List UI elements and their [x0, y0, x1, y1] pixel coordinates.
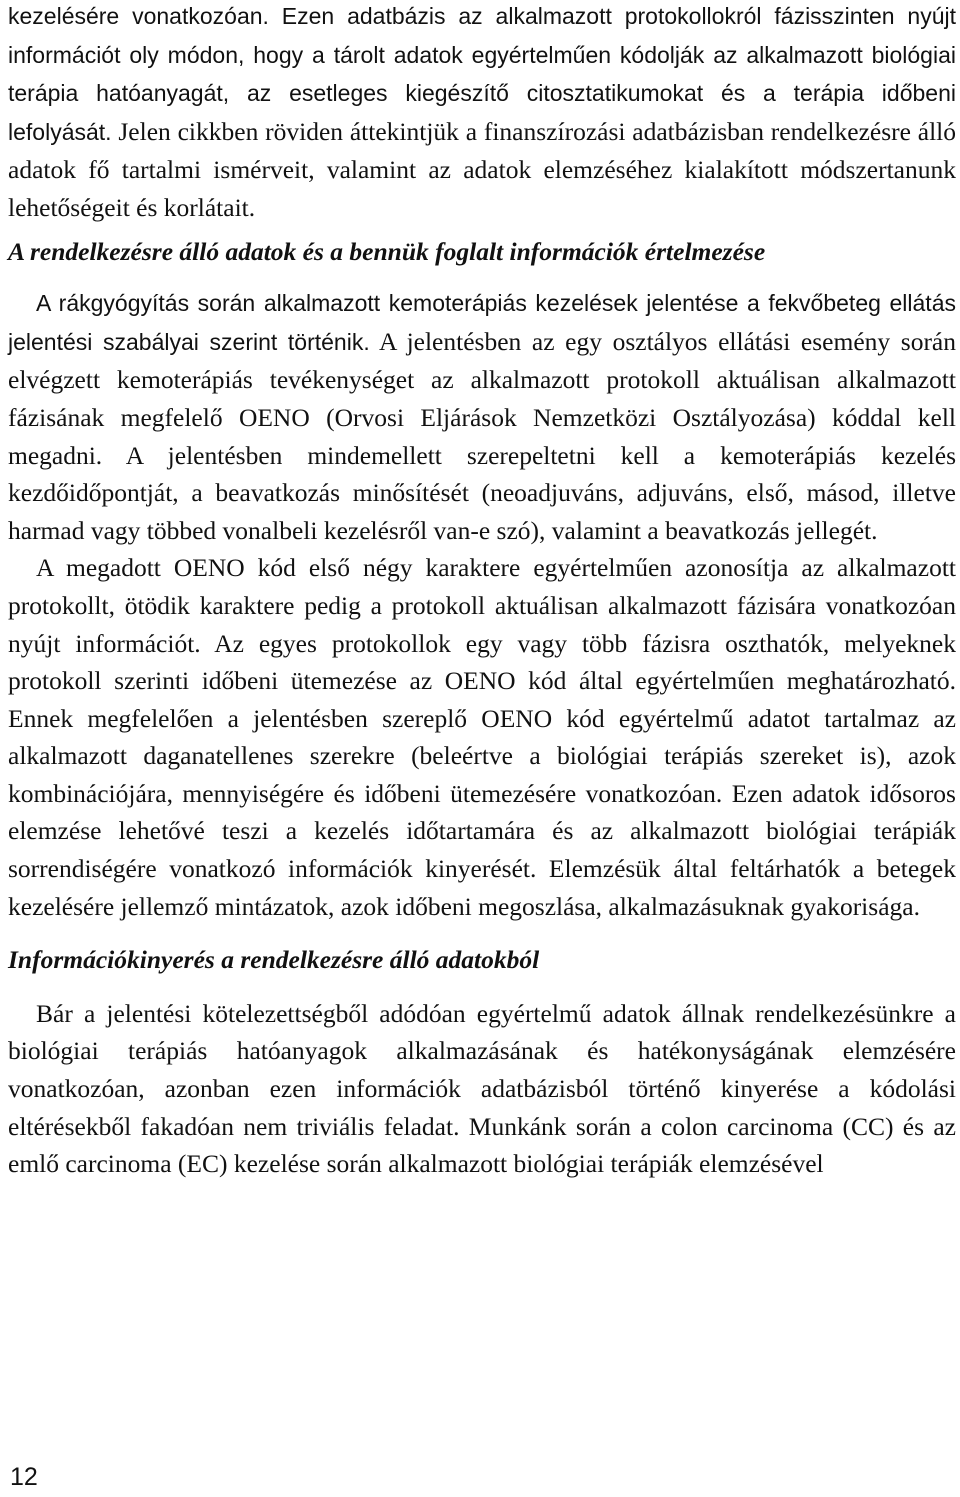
paragraph-chemotherapy-reporting-part-serif: A jelentésben az egy osztályos ellátási esemény során elvégzett kemoterápiás tevékenységet az alkalmazott protokoll aktuálisan alkalmazott fázisának megfelelő OENO (Orvosi Eljárások Nemzetközi Osztályozása) kóddal kell megadni. A jelentésben mindemellett szerepeltetni kell a kemoterápiás kezelés kezdőidőpontját, a beavatkozás minősítését (neoadjuváns, adjuváns, első, másod, illetve harmad vagy többed vonalbeli kezelésről van-e szó), valamint a beavatkozás jellegét. [8, 326, 956, 545]
intro-paragraph [8, 0, 956, 227]
paragraph-chemotherapy-reporting [8, 284, 956, 549]
paragraph-oeno-code: A megadott OENO kód első négy karaktere egyértelműen azonosítja az alkalmazott protokollt, ötödik karaktere pedig a protokoll aktuálisan alkalmazott fázisára vonatkozóan nyújt információt. Az egyes protokollok egy vagy több fázisra oszthatók, melyeknek protokoll szerinti időbeni ütemezése az OENO kód által egyértelműen meghatározható. Ennek megfelelően a jelentésben szereplő OENO kód egyértelmű adatot tartalmaz az alkalmazott daganatellenes szerekre (beleértve a biológiai terápiás szereket is), azok kombinációjára, mennyiségére és időbeni ütemezésére vonatkozóan. Ezen adatok idősoros elemzése lehetővé teszi a kezelés időtartamára és az alkalmazott biológiai terápiák sorrendiségére vonatkozó információk kinyerését. Elemzésük által feltárhatók a betegek kezelésére jellemző mintázatok, azok időbeni megoszlása, alkalmazásuknak gyakorisága. [8, 553, 956, 921]
intro-paragraph-part-serif: Jelen cikkben röviden áttekintjük a finanszírozási adatbázisban rendelkezésre álló adatok fő tartalmi ismérveit, valamint az adatok elemzéséhez kialakított módszertanunk lehetőségeit és korlátait. [8, 116, 956, 222]
page-number: 12 [10, 1463, 38, 1491]
paragraph-chemotherapy-reporting-part-sans: A rákgyógyítás során alkalmazott kemoterápiás kezelések jelentése a fekvőbeteg ellátás jelentési szabályai szerint történik. [8, 290, 956, 355]
intro-paragraph-part-sans: kezelésére vonatkozóan. Ezen adatbázis az alkalmazott protokollokról fázisszinten nyújt információt oly módon, hogy a tárolt adatok egyértelműen kódolják az alkalmazott biológiai terápia hatóanyagát, az esetleges kiegészítő citosztatikumokat és a terápia időbeni lefolyását. [8, 3, 956, 145]
document-page [8, 0, 956, 1183]
section-heading-information-extraction: Információkinyerés a rendelkezésre álló adatokból [8, 945, 540, 975]
paragraph-information-extraction: Bár a jelentési kötelezettségből adódóan egyértelmű adatok állnak rendelkezésünkre a biológiai terápiás hatóanyagok alkalmazásának és hatékonyságának elemzésére vonatkozóan, azonban ezen információk adatbázisból történő kinyerése a kódolási eltérésekből fakadóan nem triviális feladat. Munkánk során a colon carcinoma (CC) és az emlő carcinoma (EC) kezelése során alkalmazott biológiai terápiák elemzésével [8, 998, 956, 1179]
section-heading-data-interpretation: A rendelkezésre álló adatok és a bennük foglalt információk értelmezése [8, 236, 766, 266]
